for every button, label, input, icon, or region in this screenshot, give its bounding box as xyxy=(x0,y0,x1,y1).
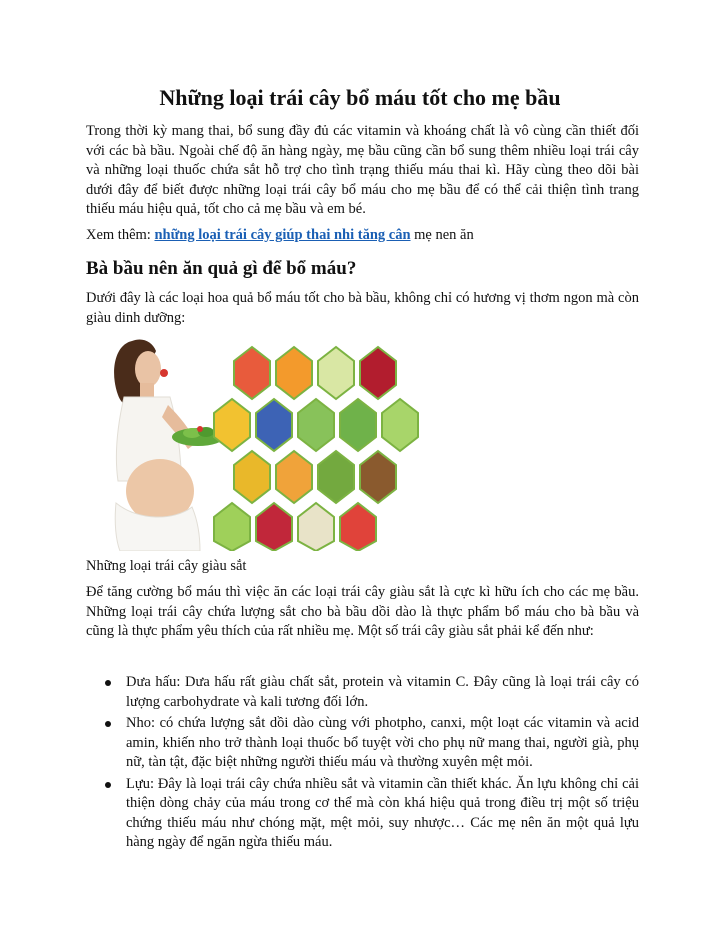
intro-paragraph: Trong thời kỳ mang thai, bổ sung đầy đủ các vitamin và khoáng chất là vô cùng cần thiết đối với các bà bầu. Ngoài chế độ ăn hàng ngày, mẹ bầu cũng cần bổ sung thêm nhiều loại trái cây và những loại thuốc chứa sắt hỗ trợ cho tình trạng thiếu máu thai kì. Hãy cùng theo dõi bài dưới đây để biết được những loại trái cây bổ máu cho mẹ bầu để có thể cải thiện tình trang thiếu máu hiệu quả, tốt cho cả mẹ bầu và em bé. xyxy=(86,123,639,217)
list-item-watermelon xyxy=(86,673,639,712)
image-caption: Những loại trái cây giàu sắt xyxy=(86,558,247,574)
bullet-icon xyxy=(105,782,111,788)
list-item-text: Lựu: Đây là loại trái cây chứa nhiều sắt và vitamin cần thiết khác. Ăn lựu không chỉ cải thiện dòng chảy của máu trong cơ thể mà còn khá hiệu quả trong điều trị một số triệu chứng thiếu máu như chóng mặt, mệt mỏi, suy nhược… Các mẹ nên ăn một quả lựu hàng ngày để ngăn ngừa thiếu máu. xyxy=(126,775,639,850)
section-intro-paragraph: Dưới đây là các loại hoa quả bổ máu tốt cho bà bầu, không chỉ có hương vị thơm ngon mà còn giàu dinh dưỡng: xyxy=(86,290,639,326)
see-also-link[interactable]: những loại trái cây giúp thai nhi tăng cân xyxy=(154,227,411,243)
bullet-icon xyxy=(105,721,111,727)
bullet-icon xyxy=(105,680,111,686)
list-item-pomegranate xyxy=(86,775,639,853)
fruit-list xyxy=(86,673,639,855)
list-item-text: Dưa hấu: Dưa hấu rất giàu chất sắt, protein và vitamin C. Đây cũng là loại trái cây có lượng carbohydrate và kali tương đối lớn. xyxy=(126,674,639,710)
list-item-text: Nho: có chứa lượng sắt dồi dào cùng với photpho, canxi, một loạt các vitamin và acid amin, khiến nho trở thành loại thuốc bổ tuyệt vời cho phụ nữ mang thai, người già, phụ nữ, tàn tật, đặc biệt những người thiếu máu và thường xuyên mệt mỏi. xyxy=(126,715,639,770)
pregnant-woman-fruit-illustration xyxy=(104,333,444,551)
iron-rich-fruit-paragraph: Để tăng cường bổ máu thì việc ăn các loại trái cây giàu sắt là cực kì hữu ích cho các mẹ bầu. Những loại trái cây chứa lượng sắt cho bà bầu dồi dào là thực phẩm bổ máu cho bà bầu và cũng là thực phẩm yêu thích của rất nhiều mẹ. Một số trái cây giàu sắt phải kể đến như: xyxy=(86,584,639,639)
fruit-hexagon-grid xyxy=(214,347,418,551)
see-also-line xyxy=(86,226,639,246)
pregnant-woman-figure xyxy=(114,339,224,551)
list-item-grape xyxy=(86,714,639,773)
see-also-suffix: mẹ nen ăn xyxy=(410,227,474,243)
see-also-prefix: Xem thêm: xyxy=(86,227,155,243)
page-title: Những loại trái cây bổ máu tốt cho mẹ bầu xyxy=(159,85,561,110)
section-heading: Bà bầu nên ăn quả gì để bổ máu? xyxy=(86,258,357,279)
